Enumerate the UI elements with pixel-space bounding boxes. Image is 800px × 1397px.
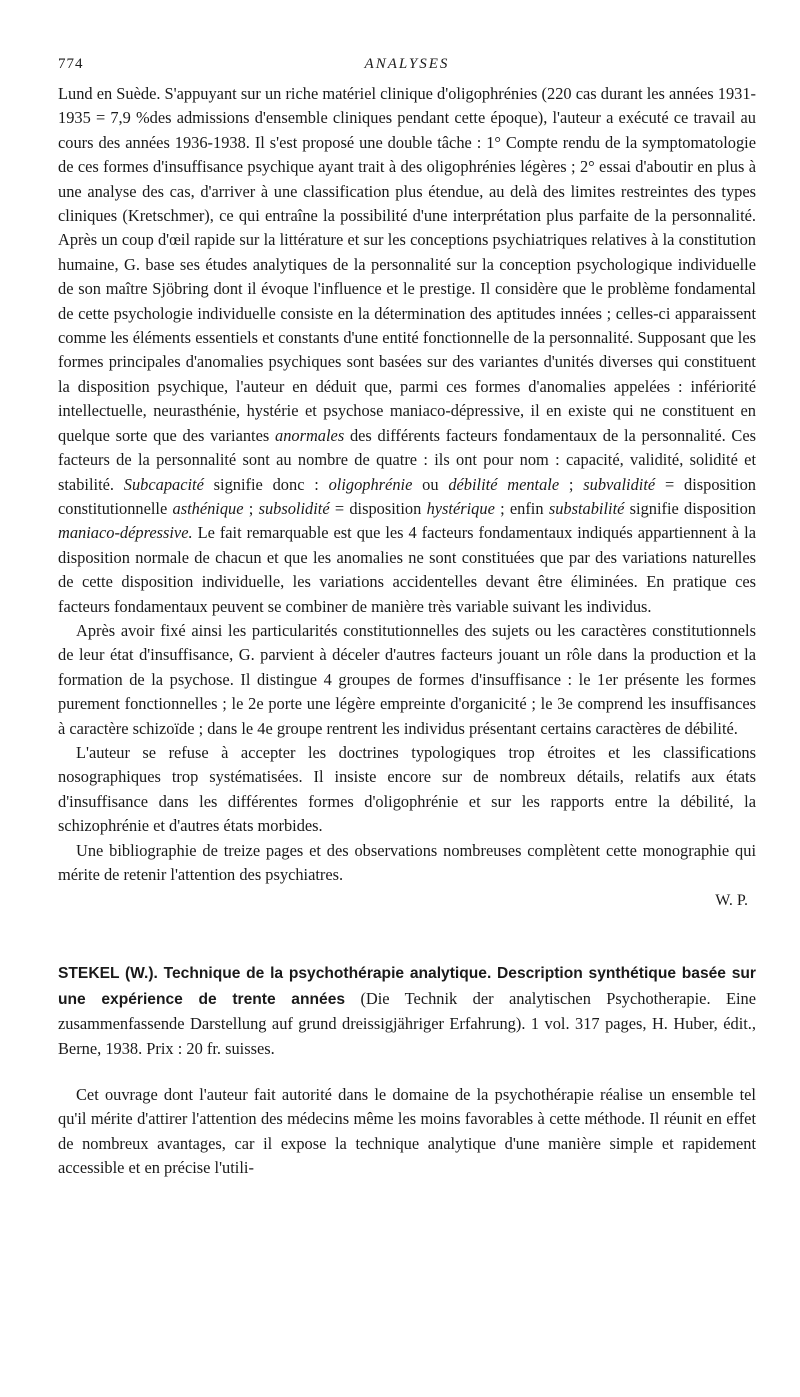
page-number: 774 <box>58 56 84 72</box>
running-title: ANALYSES <box>364 56 450 72</box>
review-stekel-body <box>58 1083 756 1181</box>
page-header <box>58 56 756 82</box>
review-paragraph-4: Une bibliographie de treize pages et des observations nombreuses complètent cette monographie qui mérite de retenir l'attention des psychiatres. <box>58 840 756 884</box>
review-stekel-paragraph: Cet ouvrage dont l'auteur fait autorité dans le domaine de la psychothérapie réalise un ensemble tel qu'il mérite d'attirer l'attention des médecins même les moins favorables à cette méthode. Il réunit en effet de nombreux avantages, car il expose la technique analytique d'une manière simple et rapidement accessible et en précise l'utili- <box>58 1085 756 1178</box>
book-title: STEKEL (W.). Technique de la psychothérapie analytique. Description synthétique basée sur une expérience de trente années <box>58 965 756 1008</box>
bibliographic-entry <box>58 961 756 1061</box>
book-details: (Die Technik der analytischen Psychotherapie. Eine zusammenfassende Darstellung auf grund dreissigjähriger Erfahrung). 1 vol. 317 pages, H. Huber, édit., Berne, 1938. Prix : 20 fr. suisses. <box>58 988 756 1058</box>
reviewer-signature: W. P. <box>715 892 748 910</box>
review-gyllensward <box>58 82 756 913</box>
review-stekel-heading <box>58 961 756 1061</box>
review-paragraph-1: Lund en Suède. S'appuyant sur un riche matériel clinique d'oligophrénies (220 cas durant les années 1931-1935 = 7,9 %des admissions d'ensemble cliniques pendant cette époque), l'auteur a exécuté ce travail au cours des années 1936-1938. Il s'est proposé une double tâche : 1° Compte rendu de la symptomatologie de ces formes d'insuffisance psychique ayant trait à des oligophrénies légères ; 2° essai d'aboutir en plus à une analyse des cas, d'arriver à une classification plus étendue, au delà des limites restreintes des types cliniques (Kretschmer), ce qui entraîne la possibilité d'une interprétation plus parfaite de la personnalité. Après un coup d'œil rapide sur la littérature et sur les conceptions psychiatriques relatives à la constitution humaine, G. base ses études analytiques de la personnalité sur la conception psychologique individuelle de son maître Sjöbring dont il évoque l'influence et le prestige. Il considère que le problème fondamental de cette psychologie individuelle consiste en la détermination des aptitudes innées ; celles-ci apparaissent comme les éléments essentiels et constants d'une entité fonctionnelle de la personnalité. Supposant que les formes principales d'anomalies psychiques sont basées sur des variantes d'unités diverses qui constituent la disposition psychique, l'auteur en déduit que, parmi ces formes d'anomalies appelées : infériorité intellectuelle, neurasthénie, hystérie et psychose maniaco-dépressive, il en existe qui ne constituent en quelque sorte que des variantes anormales des différents facteurs fondamentaux de la personnalité. Ces facteurs de la personnalité sont au nombre de quatre : ils ont pour nom : capacité, validité, solidité et stabilité. Subcapacité signifie donc : oligophrénie ou débilité mentale ; subvalidité = disposition constitutionnelle asthénique ; subsolidité = disposition hystérique ; enfin substabilité signifie disposition maniaco-dépressive. Le fait remarquable est que les 4 facteurs fondamentaux indiqués appartiennent à la disposition normale de chacun et que les anomalies ne sont constituées que par des variations naturelles de cette disposition individuelle, les variations accidentelles devant être éliminées. En pratique ces facteurs fondamentaux peuvent se combiner de manière très variable suivant les individus. <box>58 84 757 616</box>
document-page <box>58 56 756 1181</box>
review-paragraph-2: Après avoir fixé ainsi les particularités constitutionnelles des sujets ou les caractères constitutionnels de leur état d'insuffisance, G. parvient à déceler d'autres facteurs jouant un rôle dans la production et la formation de la psychose. Il distingue 4 groupes de formes d'insuffisance : le 1er présente les formes purement fonctionnelles ; le 2e porte une légère empreinte d'organicité ; le 3e comprend les insuffisances à caractère schizoïde ; dans le 4e groupe rentrent les individus présentant certains caractères de débilité. <box>58 620 756 738</box>
review-paragraph-3: L'auteur se refuse à accepter les doctrines typologiques trop étroites et les classifications nosographiques trop systématisées. Il insiste encore sur de nombreux détails, relatifs aux états d'insuffisance dans les différentes formes d'oligophrénie et sur les rapports entre la débilité, la schizophrénie et d'autres états morbides. <box>58 742 756 836</box>
